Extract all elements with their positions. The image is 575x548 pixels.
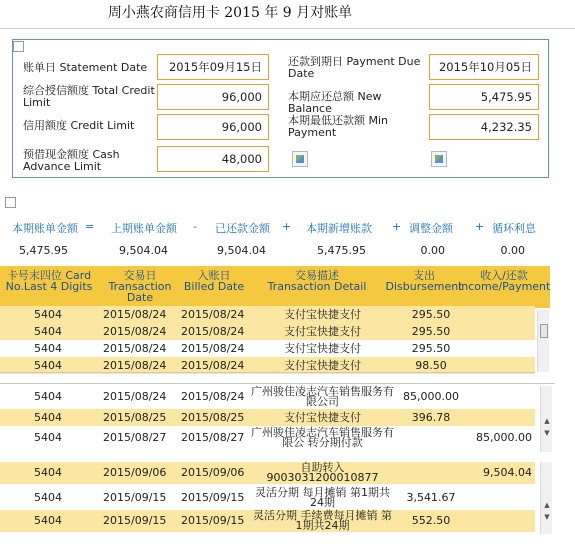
credit-limit-label: 信用额度 Credit Limit	[23, 119, 135, 132]
revolving-interest-value: 0.00	[500, 244, 525, 257]
divider	[0, 383, 555, 384]
cell-transaction-detail: 广州骏佳凌志汽车销售服务有限公 转分期付款	[251, 426, 394, 449]
cell-disbursement: 98.50	[415, 359, 447, 372]
statement-date-label: 账单日 Statement Date	[23, 61, 148, 74]
col-card-last4: 卡号末四位 Card No.Last 4 Digits	[5, 269, 93, 293]
table-row	[0, 340, 535, 357]
broken-image-icon	[292, 151, 308, 167]
cell-disbursement: 295.50	[411, 342, 451, 355]
scroll-up-icon[interactable]: ▲	[544, 417, 550, 425]
new-balance-value: 5,475.95	[429, 84, 539, 110]
cell-disbursement: 295.50	[411, 325, 451, 338]
cash-advance-limit-label: 预借现金额度 Cash Advance Limit	[23, 148, 120, 173]
cell-income-payment: 85,000.00	[476, 431, 532, 444]
cell-billed-date: 2015/08/24	[181, 308, 245, 321]
cash-advance-limit-value: 48,000	[157, 146, 269, 172]
revolving-interest-header: 循环利息	[492, 222, 536, 235]
divider	[0, 28, 575, 29]
cell-transaction-date: 2015/09/06	[103, 466, 167, 479]
cell-card-last4: 5404	[34, 342, 62, 355]
col-transaction-date: 交易日 Transaction Date	[108, 269, 172, 304]
scrollbar-thumb[interactable]	[540, 324, 548, 338]
plus-sign: +	[475, 220, 485, 233]
col-billed-date: 入账日 Billed Date	[183, 269, 245, 293]
cell-billed-date: 2015/08/27	[181, 431, 245, 444]
current-balance-value: 5,475.95	[19, 244, 68, 257]
cell-transaction-date: 2015/08/24	[103, 359, 167, 372]
col-income-payment: 收入/还款 Income/Payment	[458, 269, 551, 293]
cell-transaction-detail: 自助转入 9003031200010877	[266, 461, 379, 484]
page-title: 周小燕农商信用卡 2015 年 9 月对账单	[107, 5, 353, 21]
col-transaction-detail: 交易描述 Transaction Detail	[267, 269, 367, 293]
divider	[0, 372, 535, 373]
cell-transaction-date: 2015/08/24	[103, 390, 167, 403]
scroll-down-icon[interactable]: ▼	[544, 513, 550, 521]
cell-billed-date: 2015/08/25	[181, 411, 245, 424]
cell-income-payment: 9,504.04	[483, 466, 532, 479]
cell-disbursement: 85,000.00	[403, 390, 459, 403]
min-payment-label: 本期最低还款额 Min Payment	[288, 114, 389, 139]
cell-disbursement: 295.50	[411, 308, 451, 321]
cell-card-last4: 5404	[34, 390, 62, 403]
cell-transaction-date: 2015/08/24	[103, 308, 167, 321]
plus-sign: +	[392, 220, 402, 233]
cell-transaction-detail: 支付宝快捷支付	[284, 325, 361, 338]
cell-transaction-detail: 支付宝快捷支付	[284, 342, 361, 355]
table-row	[0, 409, 535, 426]
cell-billed-date: 2015/09/15	[181, 491, 245, 504]
cell-transaction-date: 2015/09/15	[103, 514, 167, 527]
table-row	[0, 487, 535, 509]
cell-transaction-detail: 支付宝快捷支付	[284, 308, 361, 321]
cell-card-last4: 5404	[34, 308, 62, 321]
equals-sign: =	[85, 220, 95, 233]
table-row	[0, 462, 535, 484]
total-credit-limit-value: 96,000	[157, 84, 269, 110]
total-credit-limit-label: 综合授信额度 Total Credit Limit	[23, 84, 155, 109]
cell-card-last4: 5404	[34, 411, 62, 424]
scroll-up-icon[interactable]: ▲	[544, 501, 550, 509]
select-checkbox[interactable]	[5, 197, 16, 208]
cell-billed-date: 2015/08/24	[181, 390, 245, 403]
scrollbar[interactable]	[537, 310, 549, 372]
broken-image-icon	[431, 151, 447, 167]
credit-limit-value: 96,000	[157, 114, 269, 140]
statement-summary-panel	[12, 39, 549, 178]
scroll-down-icon[interactable]: ▼	[544, 429, 550, 437]
table-row	[0, 306, 535, 323]
cell-transaction-date: 2015/08/27	[103, 431, 167, 444]
min-payment-value: 4,232.35	[429, 114, 539, 140]
cell-card-last4: 5404	[34, 359, 62, 372]
col-disbursement: 支出 Disbursement	[385, 269, 463, 293]
previous-balance-value: 9,504.04	[119, 244, 168, 257]
cell-transaction-detail: 灵活分期 每月摊销 第1期共24期	[255, 486, 390, 509]
minus-sign: -	[193, 220, 197, 233]
cell-transaction-detail: 支付宝快捷支付	[284, 411, 361, 424]
scrollbar[interactable]	[540, 386, 552, 452]
cell-disbursement: 396.78	[411, 411, 451, 424]
transaction-table-header	[0, 266, 550, 308]
cell-transaction-detail: 广州骏佳凌志汽车销售服务有限公司	[251, 385, 394, 408]
select-checkbox[interactable]	[13, 41, 24, 52]
scrollbar[interactable]	[540, 462, 552, 534]
paid-amount-value: 9,504.04	[217, 244, 266, 257]
current-balance-header: 本期账单金额	[12, 222, 78, 235]
table-row	[0, 510, 535, 532]
cell-disbursement: 552.50	[411, 514, 451, 527]
cell-card-last4: 5404	[34, 325, 62, 338]
paid-amount-header: 已还款金额	[215, 222, 270, 235]
cell-billed-date: 2015/09/15	[181, 514, 245, 527]
table-row	[0, 323, 535, 340]
table-row	[0, 386, 535, 408]
new-charges-value: 5,475.95	[317, 244, 366, 257]
cell-transaction-detail: 支付宝快捷支付	[284, 359, 361, 372]
cell-disbursement: 3,541.67	[406, 491, 456, 504]
balance-formula-values	[0, 244, 575, 258]
due-date-value: 2015年10月05日	[429, 54, 539, 80]
cell-card-last4: 5404	[34, 431, 62, 444]
new-charges-header: 本期新增账款	[306, 222, 372, 235]
cell-card-last4: 5404	[34, 491, 62, 504]
cell-billed-date: 2015/09/06	[181, 466, 245, 479]
cell-billed-date: 2015/08/24	[181, 342, 245, 355]
statement-date-value: 2015年09月15日	[157, 54, 269, 80]
cell-transaction-date: 2015/08/25	[103, 411, 167, 424]
cell-card-last4: 5404	[34, 514, 62, 527]
cell-transaction-date: 2015/08/24	[103, 325, 167, 338]
cell-card-last4: 5404	[34, 466, 62, 479]
new-balance-label: 本期应还总额 New Balance	[288, 90, 382, 115]
cell-billed-date: 2015/08/24	[181, 325, 245, 338]
previous-balance-header: 上期账单金额	[111, 222, 177, 235]
cell-transaction-detail: 灵活分期 手续费每月摊销 第1期共24期	[253, 509, 392, 532]
table-row	[0, 427, 535, 449]
due-date-label: 还款到期日 Payment Due Date	[288, 55, 421, 80]
cell-transaction-date: 2015/09/15	[103, 491, 167, 504]
balance-formula-header	[0, 220, 575, 234]
cell-billed-date: 2015/08/24	[181, 359, 245, 372]
adjustment-value: 0.00	[420, 244, 445, 257]
adjustment-header: 调整金额	[409, 222, 453, 235]
plus-sign: +	[282, 220, 292, 233]
cell-transaction-date: 2015/08/24	[103, 342, 167, 355]
